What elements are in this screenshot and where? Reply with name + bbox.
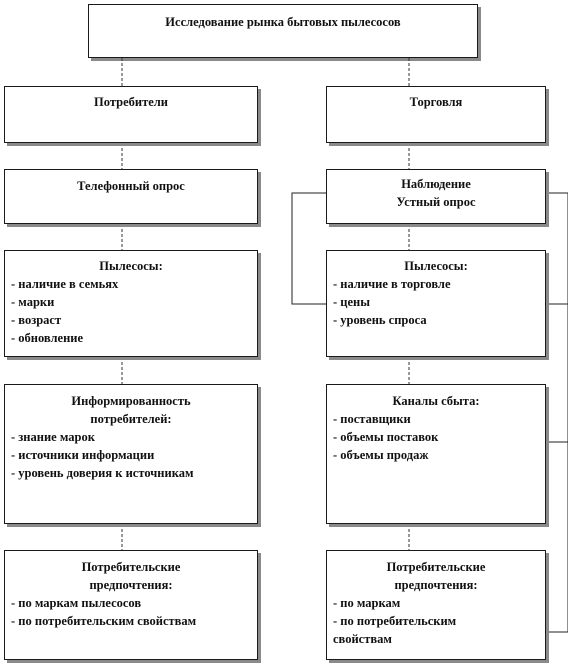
trade-label: Торговля (409, 95, 463, 109)
left-vacuum-item: - наличие в семьях (11, 277, 119, 291)
observation-box (326, 169, 546, 224)
right-vacuum-item: - уровень спроса (333, 313, 427, 327)
phone-survey-label: Телефонный опрос (77, 179, 185, 193)
sales-channels-item: - объемы поставок (333, 430, 439, 444)
sales-channels-item: - объемы продаж (333, 448, 429, 462)
right-preferences-item: свойствам (333, 632, 392, 646)
right-preferences-box (326, 550, 546, 660)
right-preferences-title-2: предпочтения: (394, 578, 478, 592)
awareness-title-2: потребителей: (90, 412, 172, 426)
left-vacuum-item: - марки (11, 295, 55, 309)
left-preferences-item: - по маркам пылесосов (11, 596, 142, 610)
consumers-label: Потребители (94, 95, 168, 109)
right-vacuum-item: - наличие в торговле (333, 277, 451, 291)
left-preferences-box (4, 550, 258, 660)
left-vacuum-item: - возраст (11, 313, 62, 327)
phone-survey-box (4, 169, 258, 224)
bracket-right (546, 193, 568, 632)
right-preferences-item: - по потребительским (333, 614, 457, 628)
oral-survey-label: Устный опрос (396, 195, 476, 209)
diagram-title: Исследование рынка бытовых пылесосов (165, 15, 401, 29)
sales-channels-title: Каналы сбыта: (392, 394, 480, 408)
right-vacuum-item: - цены (333, 295, 370, 309)
left-preferences-item: - по потребительским свойствам (11, 614, 197, 628)
left-preferences-title-1: Потребительские (81, 560, 181, 574)
left-vacuum-box (4, 250, 258, 357)
awareness-item: - источники информации (11, 448, 155, 462)
consumers-box (4, 86, 258, 143)
left-preferences-title-2: предпочтения: (89, 578, 173, 592)
right-preferences-title-1: Потребительские (386, 560, 486, 574)
awareness-title-1: Информированность (71, 394, 191, 408)
awareness-box (4, 384, 258, 524)
right-vacuum-title: Пылесосы: (404, 259, 468, 273)
awareness-item: - знание марок (11, 430, 95, 444)
sales-channels-item: - поставщики (333, 412, 411, 426)
observation-label: Наблюдение (401, 177, 471, 191)
bracket-left (292, 193, 326, 304)
sales-channels-box (326, 384, 546, 524)
right-preferences-item: - по маркам (333, 596, 401, 610)
left-vacuum-item: - обновление (11, 331, 84, 345)
left-vacuum-title: Пылесосы: (99, 259, 163, 273)
awareness-item: - уровень доверия к источникам (11, 466, 194, 480)
right-vacuum-box (326, 250, 546, 357)
trade-box (326, 86, 546, 143)
